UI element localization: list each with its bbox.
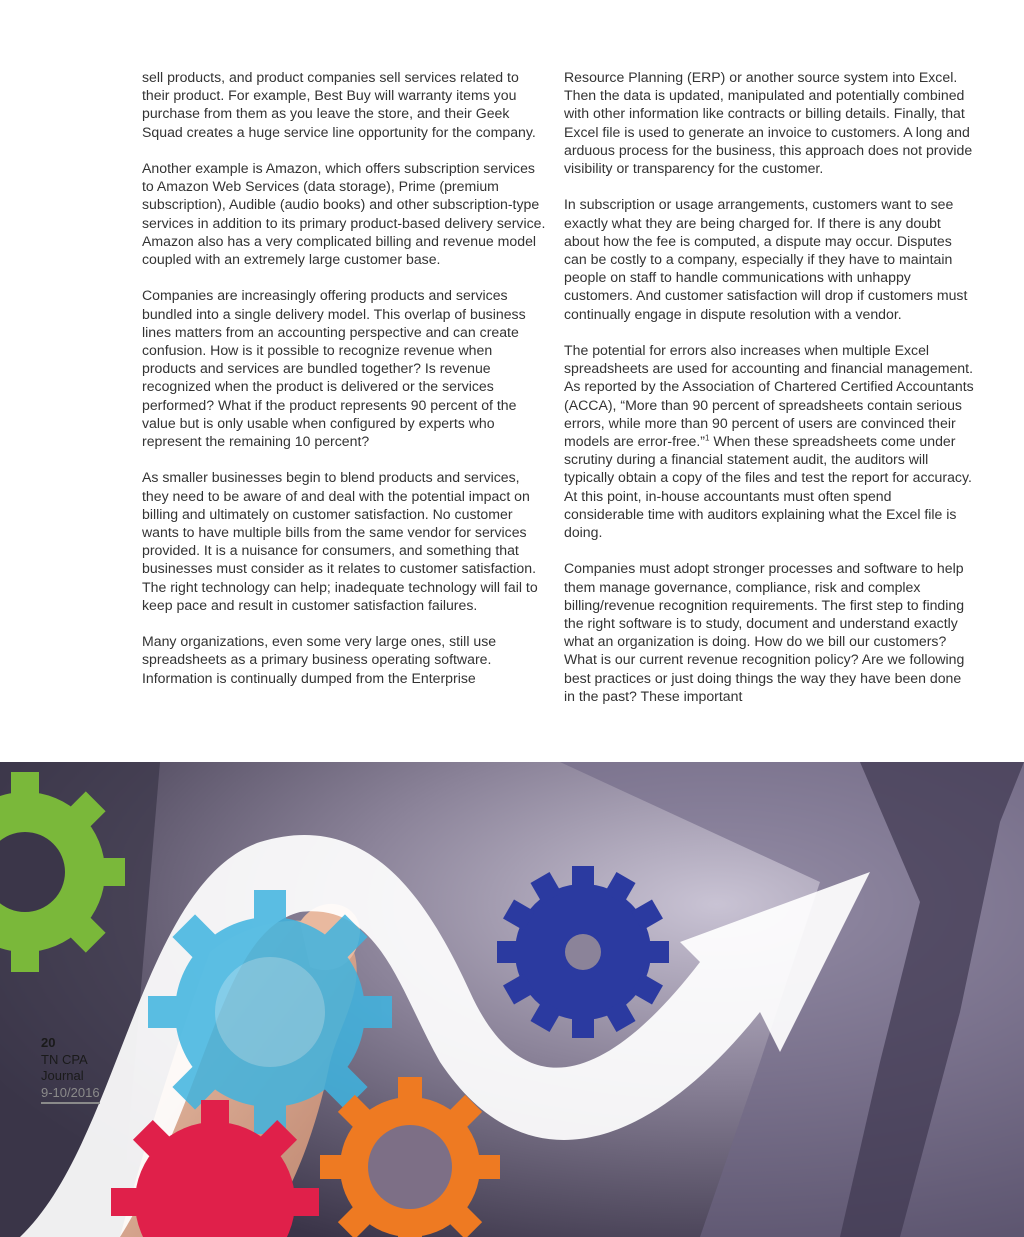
paragraph: sell products, and product companies sell services related to their product. For example, Best Buy will warranty items you purchase from them as you leave the store, and their Geek Squad creates a huge service line opportunity for the company.: [142, 69, 536, 140]
paragraph: Another example is Amazon, which offers subscription services to Amazon Web Services (data storage), Prime (premium subscription), Audible (audio books) and other subscription-type services in addition to its primary product-based delivery service. Amazon also has a very complicated billing and revenue model coupled with an extremely large customer base.: [142, 160, 546, 268]
gears-arrow-illustration: [0, 762, 1024, 1237]
page-number: 20: [41, 1035, 56, 1050]
article-left-column: [142, 68, 546, 705]
paragraph: Companies are increasingly offering products and services bundled into a single delivery model. This overlap of business lines matters from an accounting perspective and can create confusion. How is it possible to recognize revenue when products and services are bundled together? Is revenue recognized when the product is delivered or the services performed? What if the product represents 90 percent of the value but is only usable when configured by experts who represent the remaining 10 percent?: [142, 287, 526, 450]
publication-name: TN CPA: [41, 1051, 88, 1067]
paragraph-text: The potential for errors also increases when multiple Excel spreadsheets are used for accounting and financial management. As reported by the Association of Chartered Certified Accountants (ACCA), “More than 90 percent of spreadsheets contain serious errors, while more than 90 percent of users are convinced their models are error-free.”: [564, 342, 974, 450]
paragraph: In subscription or usage arrangements, customers want to see exactly what they are being charged for. If there is any doubt about how the fee is computed, a dispute may occur. Disputes can be costly to a company, especially if they have to maintain people on staff to handle communications with unhappy customers. And customer satisfaction will drop if customers must continually engage in dispute resolution with a vendor.: [564, 196, 968, 322]
paragraph-text: When these spreadsheets come under scrutiny during a financial statement audit, the auditors will typically obtain a copy of the files and test the report for accuracy. At this point, in-house accountants must often spend considerable time with auditors explaining what the Excel file is doing.: [564, 433, 972, 541]
publication-name-line2: Journal: [41, 1068, 84, 1083]
article-right-column: [564, 68, 974, 723]
page-folio: [41, 1035, 100, 1104]
paragraph: As smaller businesses begin to blend products and services, they need to be aware of and deal with the potential impact on billing and ultimately on customer satisfaction. No customer wants to have multiple bills from the same vendor for services provided. It is a nuisance for consumers, and something that businesses must consider as it relates to customer satisfaction. The right technology can help; inadequate technology will fail to keep pace and result in customer satisfaction failures.: [142, 469, 538, 613]
paragraph: Many organizations, even some very large ones, still use spreadsheets as a primary business operating software. Information is continually dumped from the Enterprise: [142, 633, 497, 686]
paragraph: Resource Planning (ERP) or another source system into Excel. Then the data is updated, manipulated and potentially combined with other information like contracts or billing details. Finally, that Excel file is used to generate an invoice to customers. A long and arduous process for the business, this approach does not provide visibility or transparency for the customer.: [564, 69, 973, 177]
issue-date: 9-10/2016: [41, 1085, 100, 1105]
paragraph: Companies must adopt stronger processes and software to help them manage governance, compliance, risk and complex billing/revenue recognition requirements. The first step to finding the right software is to study, document and understand exactly what an organization is doing. How do we bill our customers? What is our current revenue recognition policy? Are we following best practices or just doing things the way they have been done in the past? These important: [564, 560, 965, 704]
footnote-marker: 1: [704, 433, 710, 443]
acca-paragraph: [564, 341, 974, 541]
